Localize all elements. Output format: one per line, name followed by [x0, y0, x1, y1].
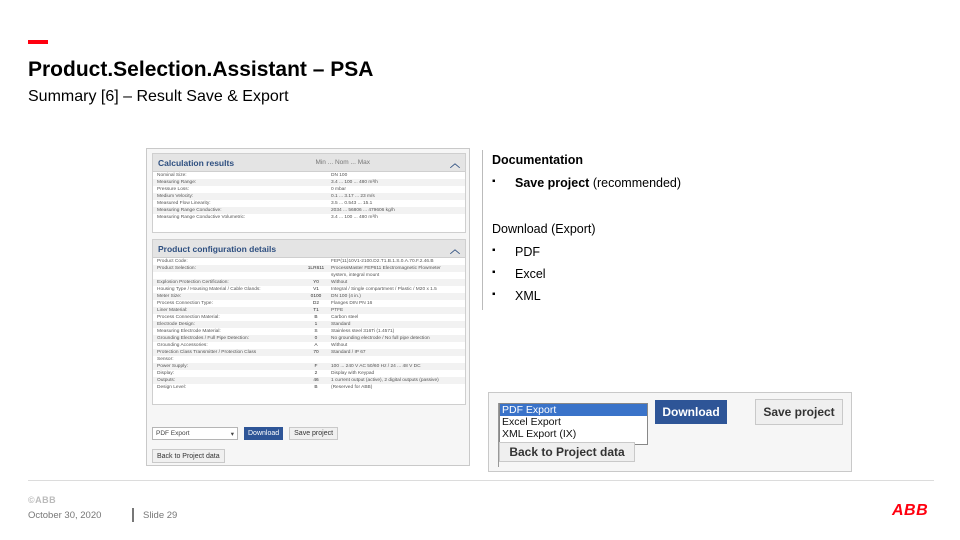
- row-code: [301, 193, 331, 200]
- row-key: Protection Class Transmitter / Protection Class: [157, 350, 257, 355]
- save-project-button[interactable]: Save project: [289, 427, 338, 440]
- row-key: Process Connection Type:: [157, 301, 213, 306]
- row-value: [331, 356, 461, 363]
- row-value: 3.4 ... 100 ... 480 m³/h: [331, 215, 378, 220]
- row-key: Product Code:: [157, 259, 188, 264]
- table-row: [153, 377, 465, 384]
- export-format-value: PDF Export: [156, 430, 190, 437]
- bullet-icon: ▪: [492, 245, 496, 256]
- row-value: FEP(11)10V1-2100.D2.T1.B.1.S.0.A.70.F.2.46.B: [331, 259, 434, 264]
- footer-separator: [132, 508, 134, 522]
- bullet-icon: ▪: [492, 176, 496, 187]
- row-key: Power Supply:: [157, 364, 188, 369]
- format-label: PDF: [515, 245, 540, 259]
- row-value: 1 current output (active), 2 digital outputs (passive): [331, 378, 439, 383]
- row-key: Process Connection Material:: [157, 315, 220, 320]
- row-value: Integral / Single compartment / Plastic / M20 x 1.5: [331, 287, 437, 292]
- chevron-down-icon: ▾: [230, 430, 234, 438]
- table-row: [153, 293, 465, 300]
- row-code: [301, 272, 331, 279]
- row-value: (Reserved for ABB): [331, 385, 373, 390]
- row-code: S: [314, 329, 318, 334]
- row-code: Y0: [313, 280, 319, 285]
- row-code: 1LR611: [307, 266, 325, 271]
- row-value: Carbon steel: [331, 315, 359, 320]
- format-label: XML: [515, 289, 541, 303]
- row-key: Measuring Range Conductive:: [157, 208, 222, 213]
- row-code: [301, 207, 331, 214]
- table-row: [153, 384, 465, 391]
- table-row: [153, 179, 465, 186]
- back-to-project-button-large[interactable]: Back to Project data: [499, 442, 635, 462]
- row-key: Medium Velocity:: [157, 194, 194, 199]
- export-format-select[interactable]: [152, 427, 238, 440]
- row-key: Measuring Range:: [157, 180, 197, 185]
- row-code: [301, 172, 331, 179]
- row-code: 0100: [310, 294, 322, 299]
- row-code: [301, 214, 331, 221]
- abb-logo: ABB: [892, 502, 929, 519]
- dropdown-option-pdf[interactable]: PDF Export: [500, 404, 647, 416]
- dropdown-option-xml[interactable]: XML Export (IX): [502, 428, 577, 440]
- table-row: [153, 207, 465, 214]
- footer-date: October 30, 2020: [28, 510, 102, 521]
- row-value: 100 ... 240 V AC 50/60 Hz / 24 ... 48 V DC: [331, 364, 421, 369]
- table-row: [153, 356, 465, 363]
- row-key: Display:: [157, 371, 175, 376]
- table-row: [153, 193, 465, 200]
- table-row: [153, 314, 465, 321]
- row-key: Outputs:: [157, 378, 176, 383]
- row-code: 70: [313, 350, 319, 355]
- accent-bar: [28, 40, 48, 44]
- row-key: Meter Size:: [157, 294, 182, 299]
- row-code: T1: [313, 308, 319, 313]
- table-row: [153, 279, 465, 286]
- table-row: [153, 214, 465, 221]
- row-code: [301, 179, 331, 186]
- table-row: [153, 307, 465, 314]
- product-config-panel: [152, 239, 466, 405]
- calculation-results-panel: [152, 153, 466, 233]
- small-toolbar: [152, 427, 338, 440]
- row-key: Measured Flow Linearity:: [157, 201, 211, 206]
- export-dropdown-list[interactable]: [499, 403, 648, 445]
- table-row: [153, 200, 465, 207]
- row-key: Explosion Protection Certification:: [157, 280, 229, 285]
- row-value: Standard: [331, 322, 351, 327]
- table-row: [153, 258, 465, 265]
- divider-line: [482, 150, 483, 310]
- row-value: 2034 ... 56806 ... 479606 kg/h: [331, 208, 395, 213]
- format-item-pdf: [492, 245, 540, 259]
- footer-slide-number: Slide 29: [143, 510, 178, 521]
- row-key: Measuring Electrode Material:: [157, 329, 221, 334]
- format-item-xml: [492, 289, 541, 303]
- row-code: 46: [313, 378, 319, 383]
- row-code: [301, 186, 331, 193]
- row-value: 3.4 ... 100 ... 480 m³/h: [331, 180, 378, 185]
- row-key: Sensor:: [157, 357, 174, 362]
- row-value: Without: [331, 343, 348, 348]
- bullet-icon: ▪: [492, 267, 496, 278]
- row-value: DN 100 (4 in.): [331, 294, 361, 299]
- row-code: V1: [313, 287, 319, 292]
- row-value: system, integral mount: [331, 273, 380, 278]
- download-button[interactable]: Download: [244, 427, 283, 440]
- table-row: [153, 335, 465, 342]
- table-row: [153, 363, 465, 370]
- table-row: [153, 172, 465, 179]
- row-value: PTFE: [331, 308, 344, 313]
- slide-title: Product.Selection.Assistant – PSA: [28, 58, 374, 81]
- row-code: [301, 258, 331, 265]
- calculation-results-header[interactable]: [153, 154, 465, 172]
- download-button-large[interactable]: Download: [655, 400, 727, 424]
- row-value: Stainless steel 316Ti (1.4571): [331, 329, 395, 334]
- save-project-text: Save project: [515, 176, 590, 190]
- chevron-up-icon[interactable]: ︿: [450, 245, 460, 256]
- calculation-rows: [153, 172, 465, 221]
- results-screenshot: [146, 148, 470, 466]
- table-row: [153, 272, 465, 279]
- row-code: [301, 356, 331, 363]
- dropdown-option-excel[interactable]: Excel Export: [502, 416, 561, 428]
- row-value: ProcessMaster FEP611 Electromagnetic Flowmeter: [331, 266, 441, 271]
- table-row: [153, 321, 465, 328]
- row-value: DN 100: [331, 173, 348, 178]
- range-label: Min ... Nom ... Max: [315, 159, 370, 166]
- table-row: [153, 349, 465, 356]
- product-config-title: Product configuration details: [158, 243, 277, 254]
- product-config-header[interactable]: [153, 240, 465, 258]
- row-key: Product Selection:: [157, 266, 196, 271]
- config-rows: [153, 258, 465, 391]
- row-code: B: [314, 385, 318, 390]
- save-project-button-large[interactable]: Save project: [755, 399, 843, 425]
- row-key: Liner Material:: [157, 308, 188, 313]
- slide-subtitle: Summary [6] – Result Save & Export: [28, 88, 289, 105]
- row-value: 0.1 ... 3.17 ... 23 m/s: [331, 194, 375, 199]
- row-code: B: [314, 315, 318, 320]
- row-value: 0 mbar: [331, 187, 346, 192]
- row-value: Without: [331, 280, 348, 285]
- format-label: Excel: [515, 267, 546, 281]
- table-row: [153, 328, 465, 335]
- table-row: [153, 286, 465, 293]
- documentation-heading: Documentation: [492, 153, 583, 167]
- calculation-results-title: Calculation results: [158, 157, 235, 168]
- row-key: Grounding Electrodes / Full Pipe Detection:: [157, 336, 249, 341]
- format-item-excel: [492, 267, 546, 281]
- row-value: No grounding electrode / No full pipe detection: [331, 336, 430, 341]
- row-value: Standard / IP 67: [331, 350, 366, 355]
- table-row: [153, 300, 465, 307]
- save-project-bullet: [492, 176, 681, 190]
- back-to-project-button[interactable]: Back to Project data: [152, 449, 225, 463]
- row-code: A: [314, 343, 318, 348]
- row-key: Electrode Design:: [157, 322, 195, 327]
- row-key: Measuring Range Conductive Volumetric:: [157, 215, 246, 220]
- row-code: 1: [314, 322, 318, 327]
- row-key: Grounding Accessories:: [157, 343, 208, 348]
- row-key: Nominal Size:: [157, 173, 187, 178]
- row-value: 3.5 ... 0.543 ... 15.1: [331, 201, 373, 206]
- export-screenshot: [488, 392, 852, 472]
- row-key: Design Level:: [157, 385, 187, 390]
- row-code: 0: [314, 336, 318, 341]
- row-code: D2: [312, 301, 320, 306]
- table-row: [153, 265, 465, 272]
- row-key: [157, 272, 301, 279]
- recommended-text: (recommended): [589, 176, 682, 190]
- footer-divider: [28, 480, 934, 481]
- bullet-icon: ▪: [492, 289, 496, 300]
- row-code: 2: [314, 371, 318, 376]
- row-value: Display with Keypad: [331, 371, 375, 376]
- download-export-heading: Download (Export): [492, 222, 596, 236]
- table-row: [153, 370, 465, 377]
- table-row: [153, 342, 465, 349]
- row-key: Pressure Loss:: [157, 187, 189, 192]
- chevron-up-icon[interactable]: ︿: [450, 159, 460, 170]
- table-row: [153, 186, 465, 193]
- row-code: F: [314, 364, 318, 369]
- row-value: Flanges DIN PN 16: [331, 301, 373, 306]
- footer-copyright-logo: ©ABB: [28, 495, 57, 505]
- row-code: [301, 200, 331, 207]
- row-key: Housing Type / Housing Material / Cable Glands:: [157, 287, 261, 292]
